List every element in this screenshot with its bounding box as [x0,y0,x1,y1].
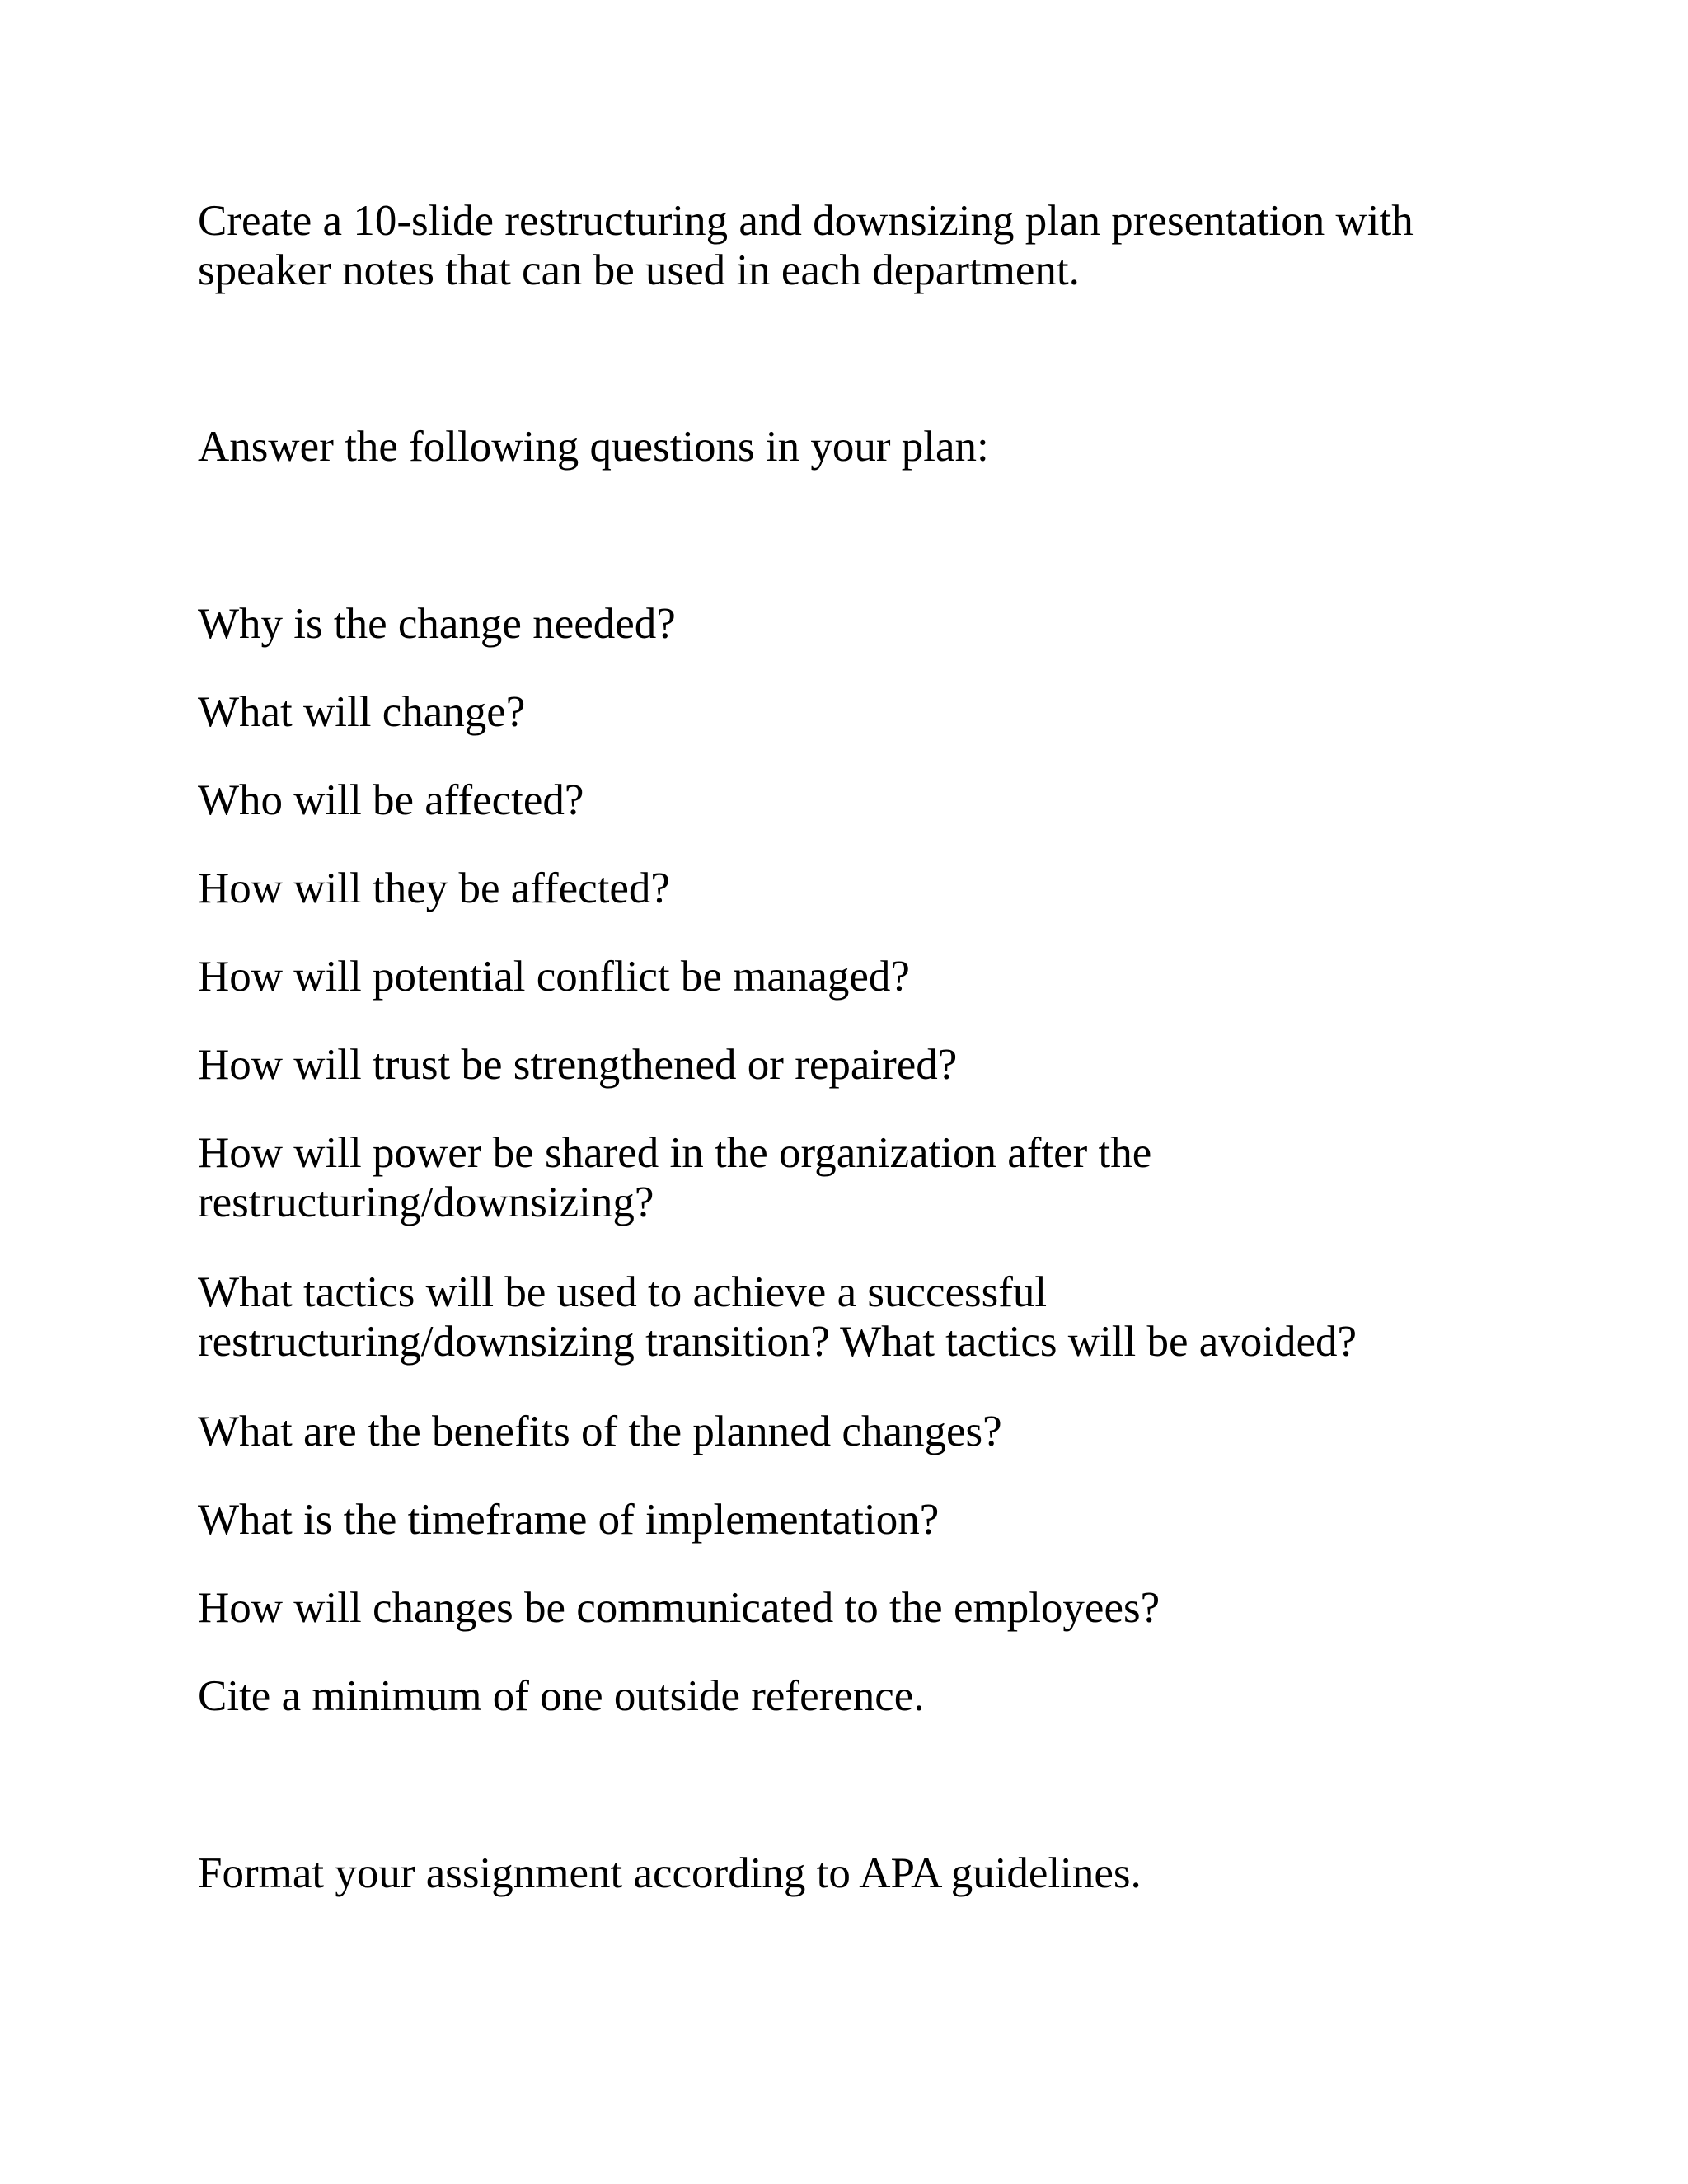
lead-in-text: Answer the following questions in your plan: [198,423,989,471]
question-6: How will trust be strengthened or repaired? [198,1041,958,1089]
question-5: How will potential conflict be managed? [198,953,910,1001]
intro-line-2: speaker notes that can be used in each department. [198,246,1080,294]
closing-instruction: Format your assignment according to APA guidelines. [198,1849,1142,1897]
question-10: What is the timeframe of implementation? [198,1496,940,1544]
question-8-line-1: What tactics will be used to achieve a successful [198,1268,1048,1316]
question-8-line-2: restructuring/downsizing transition? What tactics will be avoided? [198,1318,1357,1366]
question-7-line-2: restructuring/downsizing? [198,1179,654,1226]
intro-line-1: Create a 10-slide restructuring and downsizing plan presentation with [198,197,1414,245]
question-4: How will they be affected? [198,865,670,912]
question-3: Who will be affected? [198,776,584,824]
question-9: What are the benefits of the planned changes? [198,1408,1002,1455]
question-12: Cite a minimum of one outside reference. [198,1672,925,1720]
question-11: How will changes be communicated to the employees? [198,1584,1160,1632]
question-2: What will change? [198,688,526,736]
question-7-line-1: How will power be shared in the organization after the [198,1129,1152,1177]
question-1: Why is the change needed? [198,600,676,648]
